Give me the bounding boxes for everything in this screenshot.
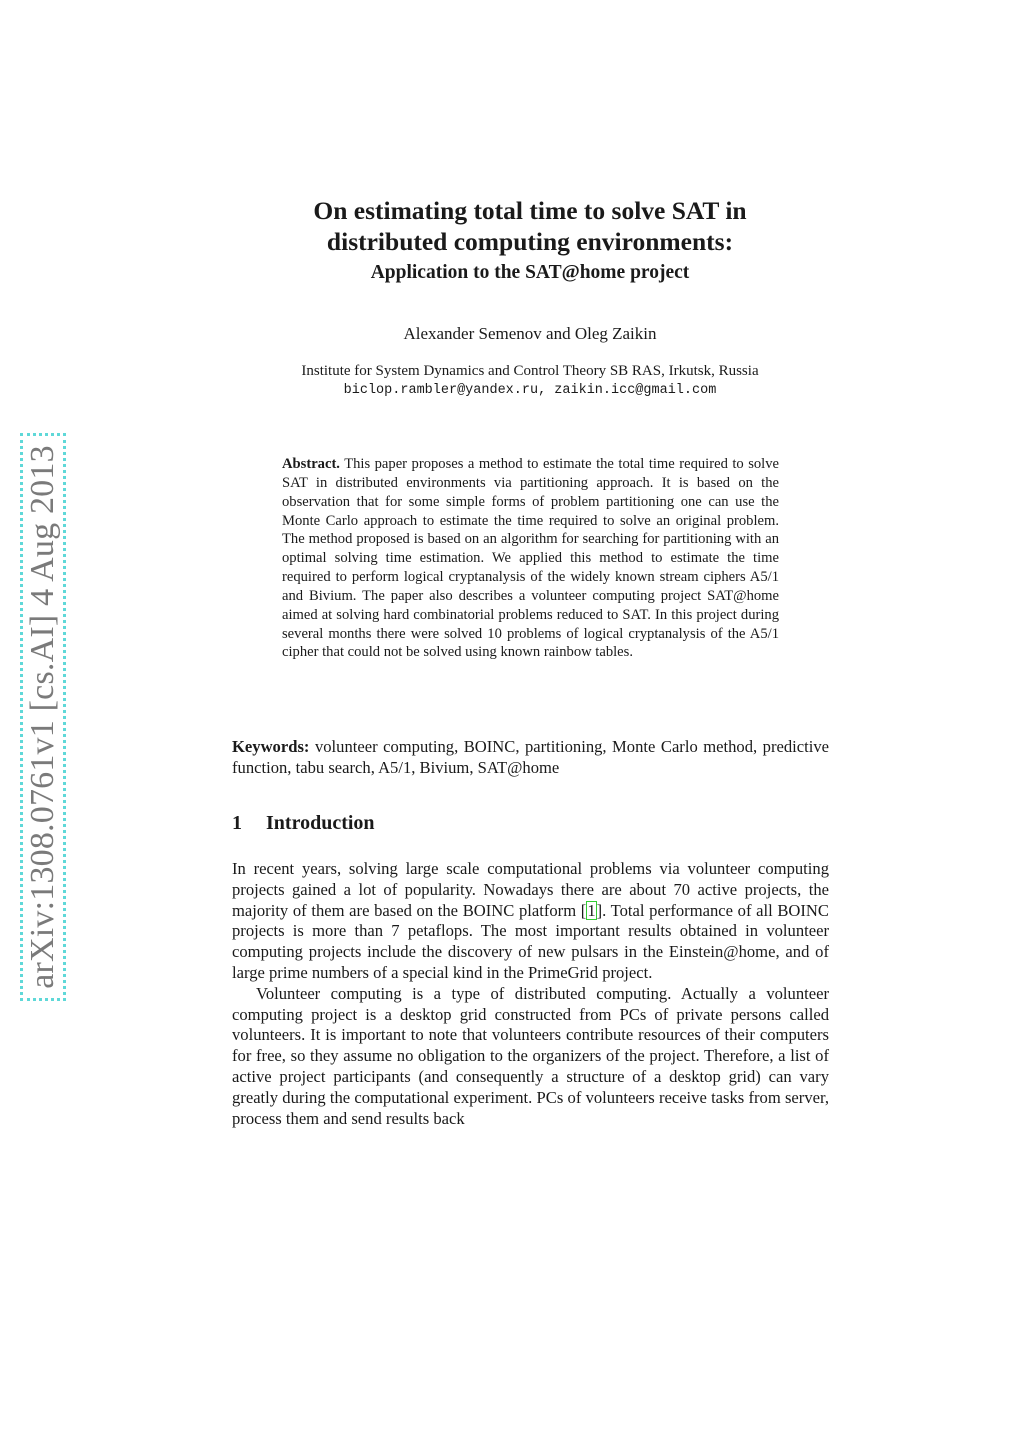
keywords-label: Keywords: bbox=[232, 737, 310, 756]
affiliation: Institute for System Dynamics and Control Theory SB RAS, Irkutsk, Russia bbox=[301, 363, 759, 379]
authors: Alexander Semenov and Oleg Zaikin bbox=[403, 324, 657, 343]
keywords bbox=[232, 737, 829, 779]
arxiv-identifier: arXiv:1308.0761v1 [cs.AI] 4 Aug 2013 bbox=[24, 445, 61, 989]
introduction-body bbox=[232, 859, 829, 1129]
section-number: 1 bbox=[232, 812, 242, 834]
author-emails: biclop.rambler@yandex.ru, zaikin.icc@gmail.com bbox=[343, 383, 717, 398]
affiliation-block bbox=[230, 362, 830, 400]
paper-title bbox=[230, 195, 830, 257]
paper-title-line-2: distributed computing environments: bbox=[326, 227, 734, 256]
abstract bbox=[282, 455, 779, 662]
abstract-label: Abstract. bbox=[282, 456, 340, 472]
title-block bbox=[230, 195, 830, 286]
section-title: Introduction bbox=[266, 812, 375, 834]
paragraph-2: Volunteer computing is a type of distributed computing. Actually a volunteer computing project is a desktop grid constructed from PCs of private persons called volunteers. It is important to note that volunteers contribute resources of their computers for free, so they assume no obligation to the organizers of the project. Therefore, a list of active project participants (and consequently a structure of a desktop grid) can vary greatly during the computational experiment. PCs of volunteers receive tasks from server, process them and send results back bbox=[232, 983, 829, 1128]
paragraph-1-text-b: . Total performance of all BOINC projects is more than 7 petaflops. The most important results obtained in volunteer computing projects include the discovery of new pulsars in the Einstein@home, and of large prime numbers of a special kind in the PrimeGrid project. bbox=[232, 900, 829, 982]
keywords-text: volunteer computing, BOINC, partitioning, Monte Carlo method, predictive function, tabu search, A5/1, Bivium, SAT@home bbox=[232, 737, 829, 777]
abstract-text: This paper proposes a method to estimate the total time required to solve SAT in distributed environments via partitioning approach. It is based on the observation that for some simple forms of problem partitioning one can use the Monte Carlo approach to estimate the time required to solve an original problem. The method proposed is based on an algorithm for searching for partitioning with an optimal solving time estimation. We applied this method to estimate the time required to perform logical cryptanalysis of the widely known stream ciphers A5/1 and Bivium. The paper also describes a volunteer computing project SAT@home aimed at solving hard combinatorial problems reduced to SAT. In this project during several months there were solved 10 problems of logical cryptanalysis of the A5/1 cipher that could not be solved using known rainbow tables. bbox=[282, 456, 779, 661]
paper-subtitle: Application to the SAT@home project bbox=[370, 262, 690, 283]
paragraph-1: In recent years, solving large scale computational problems via volunteer computing projects gained a lot of popularity. Nowadays there are about 70 active projects, the majority of them are based on the BOINC platform [1]. Total performance of all BOINC projects is more than 7 petaflops. The most important results obtained in volunteer computing projects include the discovery of new pulsars in the Einstein@home, and of large prime numbers of a special kind in the PrimeGrid project. bbox=[232, 859, 829, 982]
citation-link[interactable]: 1 bbox=[587, 900, 596, 920]
arxiv-stamp bbox=[20, 433, 66, 1001]
section-heading bbox=[232, 812, 375, 835]
paper-title-line-1: On estimating total time to solve SAT in bbox=[313, 196, 747, 225]
paragraph-1-text-a: In recent years, solving large scale computational problems via volunteer computing projects gained a lot of popularity. Nowadays there are about 70 active projects, the majority of them are based on the BOINC platform bbox=[232, 859, 829, 920]
